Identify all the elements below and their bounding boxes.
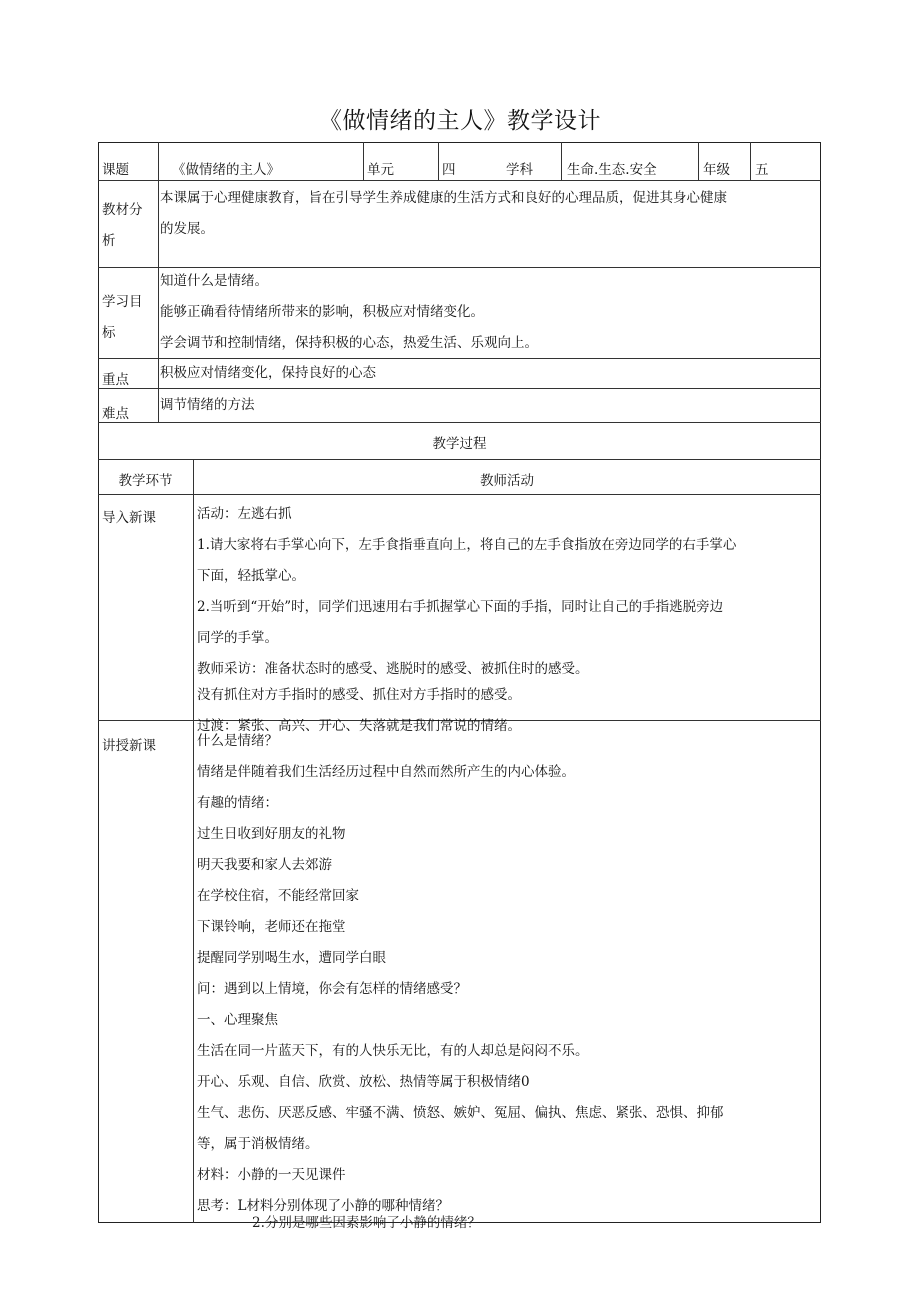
table-rule bbox=[158, 142, 159, 422]
teach-line: 过生日收到好朋友的礼物 bbox=[197, 826, 346, 842]
table-rule bbox=[98, 180, 821, 181]
table-rule bbox=[363, 142, 364, 180]
teach-line: 开心、乐观、自信、欣赏、放松、热情等属于积极情绪0 bbox=[197, 1074, 530, 1090]
grade-value: 五 bbox=[755, 162, 769, 178]
analysis-label-line: 教材分 bbox=[102, 202, 143, 218]
goals-list bbox=[160, 268, 538, 361]
intro-line: 同学的手掌。 bbox=[197, 630, 278, 646]
analysis-text bbox=[160, 185, 727, 247]
analysis-text-line: 本课属于心理健康教育，旨在引导学生养成健康的生活方式和良好的心理品质，促进其身心健康 bbox=[160, 190, 727, 206]
intro-line: 过渡：紧张、高兴、开心、失落就是我们常说的情绪。 bbox=[197, 718, 521, 734]
teach-line: 问：遇到以上情境，你会有怎样的情绪感受？ bbox=[197, 981, 467, 997]
teach-line: 一、心理聚焦 bbox=[197, 1012, 278, 1028]
unit-value: 四 bbox=[442, 162, 456, 178]
table-rule bbox=[193, 459, 194, 1223]
teach-line: 有趣的情绪： bbox=[197, 795, 278, 811]
intro-content bbox=[197, 501, 736, 744]
intro-label: 导入新课 bbox=[102, 510, 156, 526]
goals-label bbox=[102, 289, 143, 351]
topic-label: 课题 bbox=[102, 162, 129, 178]
table-rule bbox=[698, 142, 699, 180]
teach-line: 材料：小静的一天见课件 bbox=[197, 1167, 346, 1183]
difficulty-text: 调节情绪的方法 bbox=[160, 397, 255, 413]
column-header-activity: 教师活动 bbox=[480, 473, 534, 489]
document-title: 《做情绪的主人》教学设计 bbox=[319, 108, 601, 134]
unit-label: 单元 bbox=[367, 162, 394, 178]
goals-label-line: 学习目 bbox=[102, 294, 143, 310]
grade-label: 年级 bbox=[703, 162, 730, 178]
teach-line: 情绪是伴随着我们生活经历过程中自然而然所产生的内心体验。 bbox=[197, 764, 575, 780]
goal-item: 知道什么是情绪。 bbox=[160, 273, 268, 289]
teach-line: 在学校住宿，不能经常回家 bbox=[197, 888, 359, 904]
intro-line: 2.当听到“开始”时，同学们迅速用右手抓握掌心下面的手指，同时让自己的手指逃脱旁边 bbox=[197, 599, 724, 615]
goals-label-line: 标 bbox=[102, 325, 116, 341]
teach-line: 提醒同学别喝生水，遭同学白眼 bbox=[197, 950, 386, 966]
intro-line: 活动：左逃右抓 bbox=[197, 506, 292, 522]
goal-item: 学会调节和控制情绪，保持积极的心态，热爱生活、乐观向上。 bbox=[160, 335, 538, 351]
intro-line: 下面，轻抵掌心。 bbox=[197, 568, 305, 584]
teach-content bbox=[197, 728, 724, 1231]
table-rule bbox=[98, 422, 821, 423]
subject-label: 学科 bbox=[506, 162, 533, 178]
table-rule bbox=[750, 142, 751, 180]
table-rule bbox=[561, 142, 562, 180]
column-header-stage: 教学环节 bbox=[118, 473, 173, 489]
clipped-overflow-line: 2.分别是哪些因素影响了小静的情绪？ bbox=[252, 1215, 481, 1231]
intro-line: 没有抓住对方手指时的感受、抓住对方手指时的感受。 bbox=[197, 687, 521, 703]
teach-line: 生活在同一片蓝天下，有的人快乐无比，有的人却总是闷闷不乐。 bbox=[197, 1043, 589, 1059]
table-rule bbox=[98, 494, 821, 495]
teach-line: 生气、悲伤、厌恶反感、牢骚不满、愤怒、嫉妒、冤屈、偏执、焦虑、紧张、恐惧、抑郁 bbox=[197, 1105, 724, 1121]
analysis-label bbox=[102, 197, 143, 259]
table-rule bbox=[98, 459, 821, 460]
teach-line: 明天我要和家人去郊游 bbox=[197, 857, 332, 873]
key-point-text: 积极应对情绪变化，保持良好的心态 bbox=[160, 365, 376, 381]
topic-value: 《做情绪的主人》 bbox=[172, 162, 280, 178]
intro-line: 1.请大家将右手掌心向下，左手食指垂直向上，将自己的左手食指放在旁边同学的右手掌心 bbox=[197, 537, 737, 553]
difficulty-label: 难点 bbox=[102, 406, 129, 422]
table-rule bbox=[438, 142, 439, 180]
key-point-label: 重点 bbox=[102, 372, 129, 388]
analysis-text-line: 的发展。 bbox=[160, 221, 214, 237]
teach-line: 等，属于消极情绪。 bbox=[197, 1136, 319, 1152]
analysis-label-line: 析 bbox=[102, 233, 116, 249]
process-heading: 教学过程 bbox=[432, 436, 487, 452]
teach-line: 思考：L材料分别体现了小静的哪种情绪？ bbox=[197, 1198, 449, 1214]
intro-line: 教师采访：准备状态时的感受、逃脱时的感受、被抓住时的感受。 bbox=[197, 661, 589, 677]
subject-value: 生命.生态.安全 bbox=[567, 162, 657, 178]
goal-item: 能够正确看待情绪所带来的影响，积极应对情绪变化。 bbox=[160, 304, 484, 320]
teach-line: 下课铃响，老师还在拖堂 bbox=[197, 919, 346, 935]
teach-line: 什么是情绪？ bbox=[197, 733, 278, 749]
table-rule bbox=[98, 388, 821, 389]
teach-label: 讲授新课 bbox=[102, 738, 156, 754]
